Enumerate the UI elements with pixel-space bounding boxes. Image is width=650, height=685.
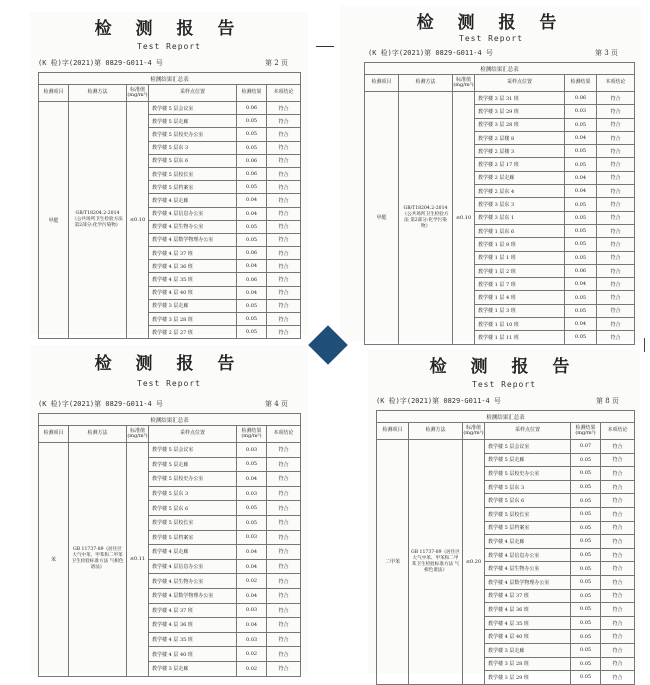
test-result: 0.05 [237, 233, 267, 246]
page-number: 第 4 页 [265, 400, 288, 408]
sample-location: 教学楼 3 层走廊 [485, 643, 571, 657]
standard-value: ≤0.11 [127, 443, 149, 677]
test-result: 0.06 [237, 102, 267, 115]
test-result: 0.05 [565, 238, 597, 251]
conclusion: 符合 [601, 657, 635, 671]
test-result: 0.05 [571, 535, 601, 549]
sample-location: 教学楼 2 层 27 班 [149, 326, 237, 339]
report-page-8 [368, 350, 640, 681]
test-result: 0.04 [237, 545, 267, 560]
column-header: 检测方法 [399, 75, 453, 92]
conclusion: 符合 [267, 260, 301, 273]
test-item: 甲醛 [39, 102, 69, 339]
sample-location: 教学楼 5 层走廊 [485, 453, 571, 467]
test-result: 0.05 [565, 291, 597, 304]
report-reference: (K 检)字(2021)第 0829-G011-4 号 [38, 59, 163, 67]
test-result: 0.05 [571, 630, 601, 644]
column-header: 检测结果(mg/m³) [571, 423, 601, 440]
conclusion: 符合 [601, 467, 635, 481]
test-result: 0.02 [237, 661, 267, 676]
sample-location: 教学楼 4 层数学物理办公室 [149, 233, 237, 246]
sample-location: 教学楼 1 层 10 班 [475, 318, 565, 331]
sample-location: 教学楼 5 层会议室 [149, 102, 237, 115]
column-header: 本项结论 [597, 75, 635, 92]
conclusion: 符合 [267, 530, 301, 545]
test-result: 0.06 [565, 92, 597, 105]
conclusion: 符合 [267, 501, 301, 516]
column-header: 标准值(mg/m³) [127, 426, 149, 443]
test-result: 0.04 [565, 171, 597, 184]
column-header: 检测方法 [409, 423, 463, 440]
sample-location: 教学楼 3 层东 3 [475, 198, 565, 211]
page-number: 第 8 页 [596, 397, 619, 405]
column-header: 检测项目 [377, 423, 409, 440]
sample-location: 教学楼 4 层 35 班 [149, 632, 237, 647]
conclusion: 符合 [267, 326, 301, 339]
test-result: 0.03 [237, 632, 267, 647]
test-result: 0.05 [571, 603, 601, 617]
test-result: 0.04 [237, 286, 267, 299]
sample-location: 教学楼 4 层 37 班 [149, 247, 237, 260]
conclusion: 符合 [601, 603, 635, 617]
test-result: 0.05 [565, 211, 597, 224]
conclusion: 符合 [601, 643, 635, 657]
table-caption: 检测结果汇总表 [39, 414, 301, 426]
test-method: GB/T18204.2-2014《公共场所卫生检验方法 第2部分:化学污染物》 [399, 92, 453, 345]
sample-location: 教学楼 1 层 2 班 [475, 264, 565, 277]
test-result: 0.05 [237, 515, 267, 530]
conclusion: 符合 [267, 486, 301, 501]
report-subtitle: Test Report [472, 380, 536, 389]
test-result: 0.04 [565, 318, 597, 331]
conclusion: 符合 [601, 575, 635, 589]
test-result: 0.03 [237, 603, 267, 618]
test-result: 0.05 [565, 251, 597, 264]
conclusion: 符合 [601, 616, 635, 630]
conclusion: 符合 [597, 318, 635, 331]
conclusion: 符合 [267, 443, 301, 458]
conclusion: 符合 [597, 92, 635, 105]
conclusion: 符合 [601, 494, 635, 508]
conclusion: 符合 [267, 618, 301, 633]
test-result: 0.02 [237, 647, 267, 662]
test-result: 0.06 [237, 273, 267, 286]
sample-location: 教学楼 5 层走廊 [149, 115, 237, 128]
test-result: 0.05 [571, 589, 601, 603]
conclusion: 符合 [267, 603, 301, 618]
conclusion: 符合 [597, 304, 635, 317]
test-result: 0.04 [237, 588, 267, 603]
sample-location: 教学楼 5 层东 6 [485, 494, 571, 508]
sample-location: 教学楼 4 层 37 班 [485, 589, 571, 603]
sample-location: 教学楼 2 层楼 3 [475, 145, 565, 158]
conclusion: 符合 [597, 251, 635, 264]
sample-location: 教学楼 2 层 17 班 [475, 158, 565, 171]
test-result: 0.05 [571, 562, 601, 576]
column-header: 本项结论 [267, 426, 301, 443]
test-item: 甲醛 [365, 92, 399, 345]
test-result: 0.04 [565, 131, 597, 144]
standard-value: ≤0.20 [463, 440, 485, 685]
conclusion: 符合 [267, 457, 301, 472]
sample-location: 教学楼 5 层校长室 [149, 515, 237, 530]
test-result: 0.04 [237, 194, 267, 207]
conclusion: 符合 [267, 273, 301, 286]
conclusion: 符合 [267, 545, 301, 560]
test-result: 0.05 [237, 141, 267, 154]
test-result: 0.05 [571, 616, 601, 630]
test-result: 0.05 [237, 181, 267, 194]
sample-location: 教学楼 4 层信息办公室 [149, 207, 237, 220]
conclusion: 符合 [597, 211, 635, 224]
sample-location: 教学楼 1 层 7 班 [475, 278, 565, 291]
sample-location: 教学楼 4 层信息办公室 [485, 548, 571, 562]
column-header: 采样点位置 [149, 426, 237, 443]
report-reference: (K 检)字(2021)第 0829-G011-4 号 [376, 397, 501, 405]
column-header: 检测项目 [39, 85, 69, 102]
sample-location: 教学楼 5 层校长室 [149, 167, 237, 180]
table-row [39, 443, 301, 458]
column-header: 检测项目 [39, 426, 69, 443]
column-header: 检测方法 [69, 426, 127, 443]
test-result: 0.05 [565, 224, 597, 237]
conclusion: 符合 [267, 141, 301, 154]
test-result: 0.05 [571, 643, 601, 657]
sample-location: 教学楼 1 层 3 班 [475, 304, 565, 317]
conclusion: 符合 [601, 535, 635, 549]
test-result: 0.04 [237, 207, 267, 220]
sample-location: 教学楼 4 层生物办公室 [149, 574, 237, 589]
page-number: 第 2 页 [265, 59, 288, 67]
sample-location: 教学楼 3 层 29 班 [485, 671, 571, 685]
test-item: 二甲苯 [377, 440, 409, 685]
test-result: 0.04 [565, 278, 597, 291]
column-header: 本项结论 [267, 85, 301, 102]
divider-line [644, 338, 645, 352]
test-result: 0.05 [571, 671, 601, 685]
test-result: 0.05 [237, 128, 267, 141]
conclusion: 符合 [597, 171, 635, 184]
test-result: 0.02 [237, 574, 267, 589]
sample-location: 教学楼 3 层走廊 [149, 661, 237, 676]
test-result: 0.03 [565, 105, 597, 118]
column-header: 采样点位置 [149, 85, 237, 102]
report-page-2 [30, 12, 308, 335]
sample-location: 教学楼 5 层会议室 [485, 440, 571, 454]
conclusion: 符合 [267, 559, 301, 574]
sample-location: 教学楼 2 层东 4 [475, 185, 565, 198]
sample-location: 教学楼 5 层档案室 [485, 521, 571, 535]
sample-location: 教学楼 3 层 28 班 [149, 313, 237, 326]
standard-value: ≤0.10 [453, 92, 475, 345]
sample-location: 教学楼 4 层 40 班 [485, 630, 571, 644]
sample-location: 教学楼 4 层 36 班 [149, 260, 237, 273]
sample-location: 教学楼 4 层 40 班 [149, 286, 237, 299]
conclusion: 符合 [267, 661, 301, 676]
sample-location: 教学楼 4 层数学物理办公室 [149, 588, 237, 603]
test-result: 0.06 [237, 154, 267, 167]
test-result: 0.05 [571, 507, 601, 521]
sample-location: 教学楼 3 层东 1 [475, 211, 565, 224]
conclusion: 符合 [267, 515, 301, 530]
sample-location: 教学楼 5 层走廊 [149, 457, 237, 472]
conclusion: 符合 [597, 238, 635, 251]
sample-location: 教学楼 4 层走廊 [149, 545, 237, 560]
conclusion: 符合 [267, 247, 301, 260]
conclusion: 符合 [267, 167, 301, 180]
test-result: 0.06 [565, 264, 597, 277]
conclusion: 符合 [597, 264, 635, 277]
sample-location: 教学楼 4 层 36 班 [485, 603, 571, 617]
test-result: 0.05 [565, 158, 597, 171]
test-result: 0.03 [237, 486, 267, 501]
test-result: 0.05 [571, 453, 601, 467]
test-result: 0.05 [565, 118, 597, 131]
table-caption: 检测结果汇总表 [365, 63, 635, 75]
table-row [365, 92, 635, 105]
test-result: 0.05 [571, 480, 601, 494]
conclusion: 符合 [597, 278, 635, 291]
sample-location: 教学楼 5 层档案室 [149, 181, 237, 194]
report-reference: (K 检)字(2021)第 0829-G011-4 号 [38, 400, 163, 408]
report-page-3 [340, 6, 642, 341]
sample-location: 教学楼 5 层会议室 [149, 443, 237, 458]
conclusion: 符合 [601, 548, 635, 562]
test-result: 0.03 [237, 530, 267, 545]
test-result: 0.04 [237, 618, 267, 633]
test-result: 0.05 [237, 326, 267, 339]
sample-location: 教学楼 5 层校史办公室 [485, 467, 571, 481]
report-reference: (K 检)字(2021)第 0829-G011-4 号 [368, 49, 493, 57]
conclusion: 符合 [267, 632, 301, 647]
test-result: 0.05 [237, 299, 267, 312]
conclusion: 符合 [597, 224, 635, 237]
test-method: GB 11737-89《居住区大气中苯、甲苯和二甲苯卫生检验标准方法 气相色谱法》 [69, 443, 127, 677]
sample-location: 教学楼 4 层 36 班 [149, 618, 237, 633]
test-result: 0.05 [565, 198, 597, 211]
conclusion: 符合 [267, 313, 301, 326]
conclusion: 符合 [597, 185, 635, 198]
sample-location: 教学楼 5 层档案室 [149, 530, 237, 545]
test-result: 0.05 [571, 494, 601, 508]
sample-location: 教学楼 4 层 35 班 [149, 273, 237, 286]
sample-location: 教学楼 4 层生物办公室 [149, 220, 237, 233]
conclusion: 符合 [601, 562, 635, 576]
conclusion: 符合 [267, 299, 301, 312]
results-table [38, 72, 301, 339]
conclusion: 符合 [597, 158, 635, 171]
sample-location: 教学楼 1 层东 6 [475, 224, 565, 237]
report-title: 检 测 报 告 [94, 354, 244, 374]
sample-location: 教学楼 1 层 11 班 [475, 331, 565, 344]
conclusion: 符合 [267, 181, 301, 194]
report-title: 检 测 报 告 [94, 19, 244, 39]
sample-location: 教学楼 3 层 28 班 [475, 118, 565, 131]
report-subtitle: Test Report [137, 379, 201, 388]
sample-location: 教学楼 3 层 29 班 [475, 105, 565, 118]
conclusion: 符合 [267, 588, 301, 603]
sample-location: 教学楼 4 层 37 班 [149, 603, 237, 618]
test-result: 0.05 [237, 457, 267, 472]
sample-location: 教学楼 4 层走廊 [485, 535, 571, 549]
test-result: 0.04 [237, 559, 267, 574]
conclusion: 符合 [601, 589, 635, 603]
sample-location: 教学楼 1 层 4 班 [475, 291, 565, 304]
table-row [39, 102, 301, 115]
test-method: GB/T18204.2-2014《公共场所卫生检验方法 第2部分:化学污染物》 [69, 102, 127, 339]
sample-location: 教学楼 5 层校史办公室 [149, 472, 237, 487]
results-table [364, 62, 635, 345]
test-item: 苯 [39, 443, 69, 677]
conclusion: 符合 [601, 521, 635, 535]
conclusion: 符合 [267, 286, 301, 299]
sample-location: 教学楼 3 层走廊 [149, 299, 237, 312]
table-caption: 检测结果汇总表 [377, 411, 635, 423]
conclusion: 符合 [267, 128, 301, 141]
conclusion: 符合 [597, 105, 635, 118]
sample-location: 教学楼 1 层 1 班 [475, 251, 565, 264]
test-result: 0.05 [565, 145, 597, 158]
conclusion: 符合 [267, 233, 301, 246]
sample-location: 教学楼 5 层东 3 [149, 141, 237, 154]
column-header: 采样点位置 [485, 423, 571, 440]
test-result: 0.05 [571, 467, 601, 481]
sample-location: 教学楼 4 层生物办公室 [485, 562, 571, 576]
conclusion: 符合 [267, 220, 301, 233]
conclusion: 符合 [597, 291, 635, 304]
column-header: 标准值(mg/m³) [463, 423, 485, 440]
standard-value: ≤0.10 [127, 102, 149, 339]
test-result: 0.06 [237, 247, 267, 260]
divider-line [316, 46, 334, 47]
test-result: 0.05 [237, 313, 267, 326]
sample-location: 教学楼 5 层东 3 [149, 486, 237, 501]
test-result: 0.04 [237, 260, 267, 273]
test-result: 0.04 [237, 472, 267, 487]
column-header: 本项结论 [601, 423, 635, 440]
sample-location: 教学楼 4 层 35 班 [485, 616, 571, 630]
test-result: 0.05 [565, 304, 597, 317]
conclusion: 符合 [601, 671, 635, 685]
conclusion: 符合 [597, 131, 635, 144]
table-caption: 检测结果汇总表 [39, 73, 301, 85]
conclusion: 符合 [601, 480, 635, 494]
test-result: 0.04 [565, 185, 597, 198]
test-method: GB 11737-89《居住区大气中苯、甲苯和二甲苯卫生检验标准方法 气相色谱法》 [409, 440, 463, 685]
sample-location: 教学楼 3 层 31 班 [475, 92, 565, 105]
conclusion: 符合 [267, 574, 301, 589]
conclusion: 符合 [597, 118, 635, 131]
column-header: 检测项目 [365, 75, 399, 92]
test-result: 0.06 [237, 167, 267, 180]
sample-location: 教学楼 3 层 28 班 [485, 657, 571, 671]
sample-location: 教学楼 2 层走廊 [475, 171, 565, 184]
sample-location: 教学楼 5 层东 6 [149, 154, 237, 167]
column-header: 检测结果(mg/m³) [237, 426, 267, 443]
sample-location: 教学楼 4 层数学物理办公室 [485, 575, 571, 589]
column-header: 标准值(mg/m³) [453, 75, 475, 92]
report-title: 检 测 报 告 [416, 13, 566, 33]
column-header: 检测方法 [69, 85, 127, 102]
test-result: 0.05 [571, 548, 601, 562]
conclusion: 符合 [601, 453, 635, 467]
page-number: 第 3 页 [595, 49, 618, 57]
results-table [38, 413, 301, 677]
conclusion: 符合 [267, 102, 301, 115]
column-header: 检测结果 [237, 85, 267, 102]
sample-location: 教学楼 4 层走廊 [149, 194, 237, 207]
sample-location: 教学楼 5 层东 6 [149, 501, 237, 516]
sample-location: 教学楼 1 层 8 班 [475, 238, 565, 251]
test-result: 0.05 [237, 501, 267, 516]
test-result: 0.05 [571, 657, 601, 671]
conclusion: 符合 [597, 331, 635, 344]
results-table [376, 410, 635, 685]
report-subtitle: Test Report [137, 42, 201, 51]
sample-location: 教学楼 5 层校长室 [485, 507, 571, 521]
test-result: 0.05 [237, 115, 267, 128]
report-title: 检 测 报 告 [429, 357, 579, 377]
conclusion: 符合 [267, 472, 301, 487]
sample-location: 教学楼 2 层楼 8 [475, 131, 565, 144]
test-result: 0.05 [571, 521, 601, 535]
table-row [377, 440, 635, 454]
test-result: 0.07 [571, 440, 601, 454]
conclusion: 符合 [597, 145, 635, 158]
test-result: 0.05 [571, 575, 601, 589]
conclusion: 符合 [267, 207, 301, 220]
test-result: 0.03 [237, 443, 267, 458]
conclusion: 符合 [601, 630, 635, 644]
report-page-4 [30, 345, 308, 673]
column-header: 标准值(mg/m³) [127, 85, 149, 102]
conclusion: 符合 [597, 198, 635, 211]
conclusion: 符合 [267, 647, 301, 662]
conclusion: 符合 [267, 115, 301, 128]
report-subtitle: Test Report [459, 34, 523, 43]
column-header: 采样点位置 [475, 75, 565, 92]
test-result: 0.05 [237, 220, 267, 233]
conclusion: 符合 [267, 194, 301, 207]
sample-location: 教学楼 4 层信息办公室 [149, 559, 237, 574]
sample-location: 教学楼 5 层校史办公室 [149, 128, 237, 141]
conclusion: 符合 [601, 440, 635, 454]
conclusion: 符合 [267, 154, 301, 167]
column-header: 检测结果 [565, 75, 597, 92]
sample-location: 教学楼 5 层东 3 [485, 480, 571, 494]
test-result: 0.05 [565, 331, 597, 344]
conclusion: 符合 [601, 507, 635, 521]
sample-location: 教学楼 4 层 40 班 [149, 647, 237, 662]
